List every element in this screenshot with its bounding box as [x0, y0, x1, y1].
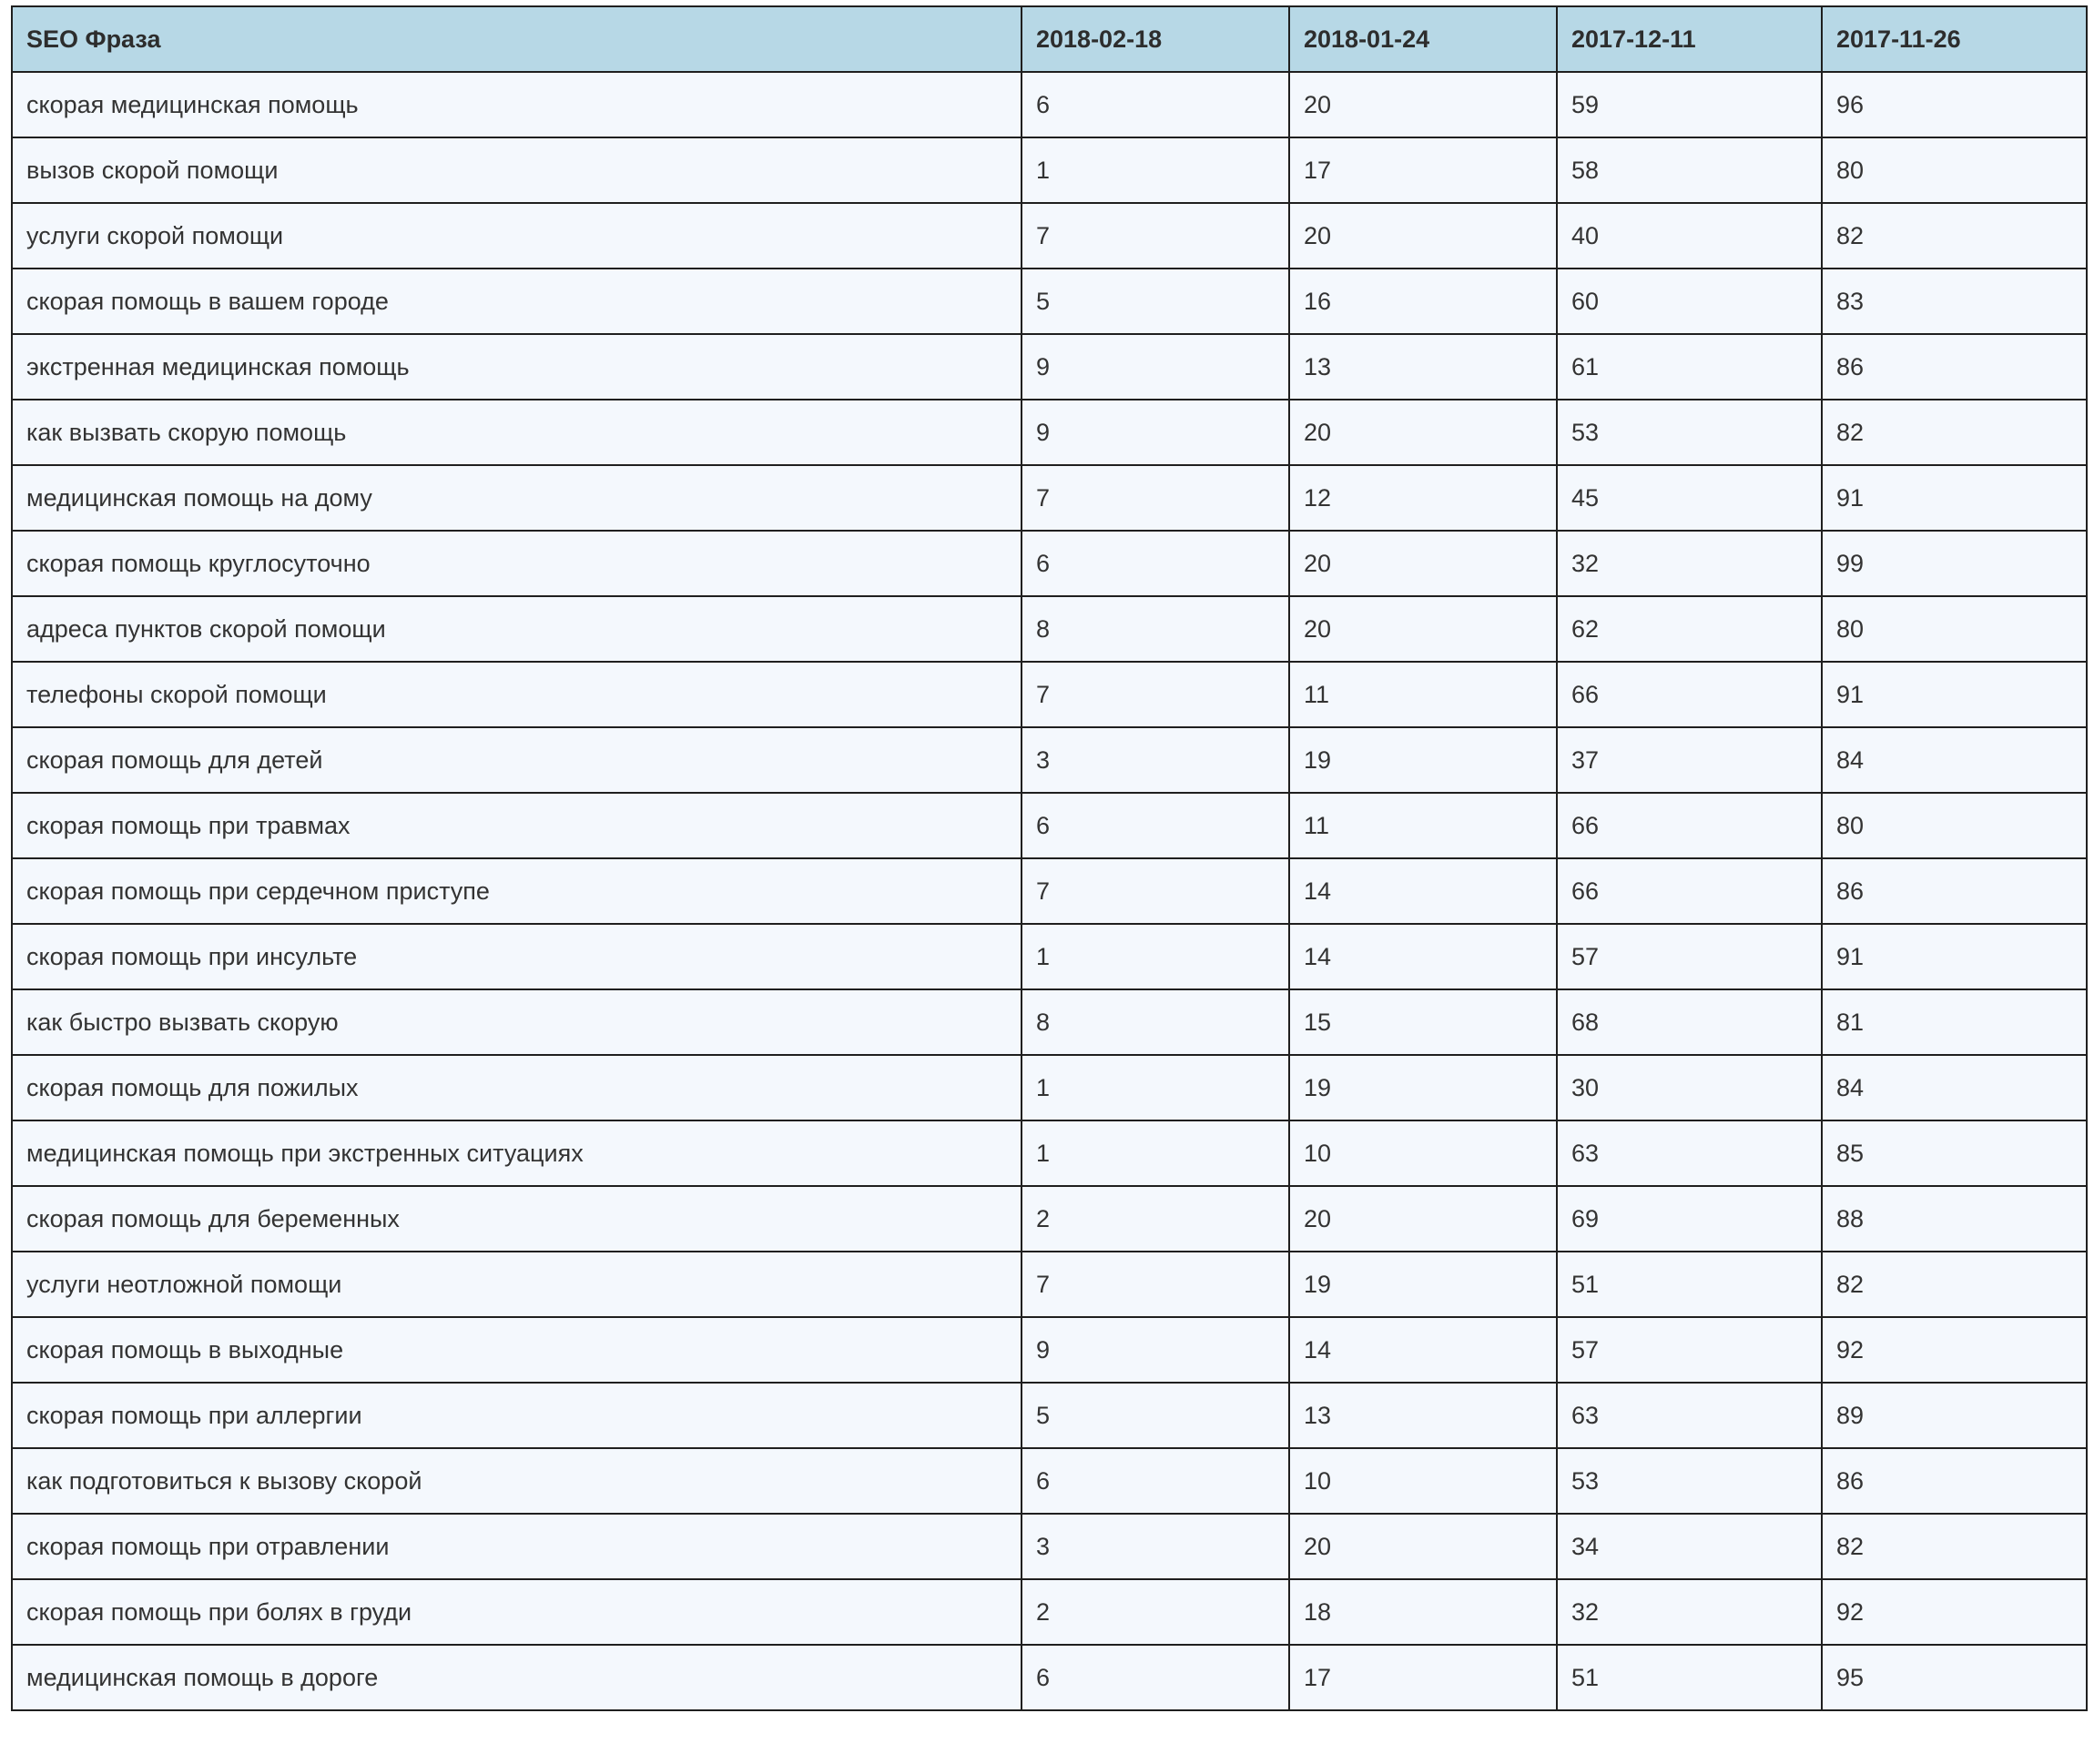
cell-date-1: 3 — [1022, 1514, 1289, 1579]
cell-phrase: скорая помощь для беременных — [12, 1186, 1022, 1252]
cell-date-4: 96 — [1822, 72, 2087, 137]
cell-date-2: 20 — [1289, 596, 1557, 662]
cell-date-2: 20 — [1289, 72, 1557, 137]
cell-date-1: 1 — [1022, 1120, 1289, 1186]
cell-date-2: 18 — [1289, 1579, 1557, 1645]
cell-date-2: 17 — [1289, 137, 1557, 203]
cell-date-2: 13 — [1289, 1383, 1557, 1448]
cell-date-3: 66 — [1557, 858, 1822, 924]
cell-date-4: 95 — [1822, 1645, 2087, 1710]
cell-date-1: 7 — [1022, 465, 1289, 531]
cell-date-1: 7 — [1022, 203, 1289, 269]
cell-date-3: 61 — [1557, 334, 1822, 400]
cell-date-2: 12 — [1289, 465, 1557, 531]
cell-date-2: 19 — [1289, 1252, 1557, 1317]
cell-date-4: 91 — [1822, 924, 2087, 989]
cell-date-4: 88 — [1822, 1186, 2087, 1252]
cell-date-4: 99 — [1822, 531, 2087, 596]
cell-phrase: как вызвать скорую помощь — [12, 400, 1022, 465]
cell-date-4: 82 — [1822, 400, 2087, 465]
cell-date-4: 85 — [1822, 1120, 2087, 1186]
cell-date-3: 58 — [1557, 137, 1822, 203]
cell-date-2: 14 — [1289, 1317, 1557, 1383]
cell-date-4: 82 — [1822, 1514, 2087, 1579]
cell-date-4: 82 — [1822, 1252, 2087, 1317]
cell-date-2: 14 — [1289, 924, 1557, 989]
table-row — [12, 1645, 2087, 1710]
cell-date-1: 6 — [1022, 793, 1289, 858]
cell-date-4: 81 — [1822, 989, 2087, 1055]
cell-date-1: 9 — [1022, 334, 1289, 400]
cell-date-3: 57 — [1557, 924, 1822, 989]
header-date-3[interactable]: 2017-12-11 — [1557, 6, 1822, 72]
cell-date-2: 20 — [1289, 1186, 1557, 1252]
cell-phrase: скорая помощь при травмах — [12, 793, 1022, 858]
cell-date-1: 1 — [1022, 1055, 1289, 1120]
table-row — [12, 1448, 2087, 1514]
cell-phrase: вызов скорой помощи — [12, 137, 1022, 203]
cell-date-2: 20 — [1289, 400, 1557, 465]
table-row — [12, 465, 2087, 531]
cell-date-1: 5 — [1022, 269, 1289, 334]
cell-date-2: 19 — [1289, 727, 1557, 793]
cell-phrase: адреса пунктов скорой помощи — [12, 596, 1022, 662]
table-row — [12, 1055, 2087, 1120]
cell-phrase: скорая помощь круглосуточно — [12, 531, 1022, 596]
table-row — [12, 924, 2087, 989]
cell-date-3: 45 — [1557, 465, 1822, 531]
table-row — [12, 1514, 2087, 1579]
cell-date-4: 86 — [1822, 334, 2087, 400]
cell-date-4: 86 — [1822, 1448, 2087, 1514]
table-row — [12, 858, 2087, 924]
table-row — [12, 596, 2087, 662]
cell-date-2: 20 — [1289, 203, 1557, 269]
table-body — [12, 72, 2087, 1710]
table-row — [12, 1579, 2087, 1645]
table-row — [12, 1252, 2087, 1317]
cell-date-3: 59 — [1557, 72, 1822, 137]
cell-date-1: 8 — [1022, 989, 1289, 1055]
seo-positions-table — [11, 5, 2088, 1711]
cell-date-1: 9 — [1022, 1317, 1289, 1383]
cell-date-4: 82 — [1822, 203, 2087, 269]
cell-date-3: 66 — [1557, 793, 1822, 858]
cell-date-1: 7 — [1022, 662, 1289, 727]
cell-date-1: 2 — [1022, 1579, 1289, 1645]
cell-date-1: 2 — [1022, 1186, 1289, 1252]
cell-date-2: 13 — [1289, 334, 1557, 400]
cell-phrase: скорая помощь для детей — [12, 727, 1022, 793]
cell-date-3: 60 — [1557, 269, 1822, 334]
cell-date-4: 92 — [1822, 1579, 2087, 1645]
cell-phrase: скорая помощь при инсульте — [12, 924, 1022, 989]
cell-phrase: услуги неотложной помощи — [12, 1252, 1022, 1317]
cell-date-1: 6 — [1022, 1645, 1289, 1710]
cell-date-1: 7 — [1022, 858, 1289, 924]
table-row — [12, 989, 2087, 1055]
cell-date-3: 30 — [1557, 1055, 1822, 1120]
cell-date-2: 20 — [1289, 1514, 1557, 1579]
cell-date-2: 11 — [1289, 662, 1557, 727]
cell-date-1: 6 — [1022, 1448, 1289, 1514]
cell-phrase: скорая медицинская помощь — [12, 72, 1022, 137]
cell-phrase: экстренная медицинская помощь — [12, 334, 1022, 400]
header-date-4[interactable]: 2017-11-26 — [1822, 6, 2087, 72]
table-row — [12, 400, 2087, 465]
cell-phrase: скорая помощь при аллергии — [12, 1383, 1022, 1448]
cell-date-4: 89 — [1822, 1383, 2087, 1448]
table-header — [12, 6, 2087, 72]
cell-date-1: 6 — [1022, 531, 1289, 596]
cell-date-1: 5 — [1022, 1383, 1289, 1448]
cell-date-1: 7 — [1022, 1252, 1289, 1317]
cell-date-4: 84 — [1822, 727, 2087, 793]
table-row — [12, 1317, 2087, 1383]
cell-date-3: 51 — [1557, 1252, 1822, 1317]
table-row — [12, 334, 2087, 400]
seo-table-container — [11, 5, 2088, 1711]
cell-phrase: медицинская помощь в дороге — [12, 1645, 1022, 1710]
cell-date-4: 80 — [1822, 793, 2087, 858]
table-row — [12, 1186, 2087, 1252]
cell-date-4: 92 — [1822, 1317, 2087, 1383]
table-row — [12, 137, 2087, 203]
cell-date-3: 66 — [1557, 662, 1822, 727]
cell-date-3: 69 — [1557, 1186, 1822, 1252]
cell-phrase: скорая помощь при сердечном приступе — [12, 858, 1022, 924]
cell-date-3: 53 — [1557, 1448, 1822, 1514]
table-row — [12, 203, 2087, 269]
cell-date-1: 6 — [1022, 72, 1289, 137]
cell-date-2: 19 — [1289, 1055, 1557, 1120]
cell-date-3: 63 — [1557, 1383, 1822, 1448]
cell-date-1: 9 — [1022, 400, 1289, 465]
table-row — [12, 531, 2087, 596]
cell-date-2: 17 — [1289, 1645, 1557, 1710]
cell-date-2: 15 — [1289, 989, 1557, 1055]
cell-phrase: медицинская помощь при экстренных ситуациях — [12, 1120, 1022, 1186]
cell-date-3: 57 — [1557, 1317, 1822, 1383]
cell-phrase: как быстро вызвать скорую — [12, 989, 1022, 1055]
cell-date-3: 68 — [1557, 989, 1822, 1055]
cell-date-1: 8 — [1022, 596, 1289, 662]
cell-date-4: 83 — [1822, 269, 2087, 334]
cell-date-3: 32 — [1557, 1579, 1822, 1645]
cell-date-3: 63 — [1557, 1120, 1822, 1186]
cell-phrase: медицинская помощь на дому — [12, 465, 1022, 531]
cell-date-4: 86 — [1822, 858, 2087, 924]
cell-date-3: 53 — [1557, 400, 1822, 465]
cell-date-3: 40 — [1557, 203, 1822, 269]
header-seo-phrase[interactable]: SEO Фраза — [12, 6, 1022, 72]
cell-date-1: 1 — [1022, 924, 1289, 989]
cell-date-4: 84 — [1822, 1055, 2087, 1120]
cell-phrase: телефоны скорой помощи — [12, 662, 1022, 727]
table-row — [12, 1383, 2087, 1448]
cell-date-3: 37 — [1557, 727, 1822, 793]
cell-date-3: 62 — [1557, 596, 1822, 662]
cell-date-4: 80 — [1822, 137, 2087, 203]
cell-date-1: 3 — [1022, 727, 1289, 793]
cell-date-3: 51 — [1557, 1645, 1822, 1710]
cell-date-4: 80 — [1822, 596, 2087, 662]
cell-phrase: услуги скорой помощи — [12, 203, 1022, 269]
cell-date-2: 20 — [1289, 531, 1557, 596]
header-date-2[interactable]: 2018-01-24 — [1289, 6, 1557, 72]
cell-date-2: 16 — [1289, 269, 1557, 334]
table-row — [12, 269, 2087, 334]
cell-phrase: скорая помощь при отравлении — [12, 1514, 1022, 1579]
table-row — [12, 793, 2087, 858]
cell-date-4: 91 — [1822, 662, 2087, 727]
cell-phrase: скорая помощь для пожилых — [12, 1055, 1022, 1120]
table-row — [12, 727, 2087, 793]
cell-date-3: 32 — [1557, 531, 1822, 596]
cell-phrase: скорая помощь в выходные — [12, 1317, 1022, 1383]
cell-date-4: 91 — [1822, 465, 2087, 531]
cell-date-1: 1 — [1022, 137, 1289, 203]
cell-phrase: как подготовиться к вызову скорой — [12, 1448, 1022, 1514]
cell-phrase: скорая помощь при болях в груди — [12, 1579, 1022, 1645]
cell-date-2: 11 — [1289, 793, 1557, 858]
cell-date-2: 10 — [1289, 1448, 1557, 1514]
table-row — [12, 1120, 2087, 1186]
cell-phrase: скорая помощь в вашем городе — [12, 269, 1022, 334]
cell-date-2: 10 — [1289, 1120, 1557, 1186]
table-row — [12, 662, 2087, 727]
header-row — [12, 6, 2087, 72]
table-row — [12, 72, 2087, 137]
cell-date-3: 34 — [1557, 1514, 1822, 1579]
header-date-1[interactable]: 2018-02-18 — [1022, 6, 1289, 72]
cell-date-2: 14 — [1289, 858, 1557, 924]
